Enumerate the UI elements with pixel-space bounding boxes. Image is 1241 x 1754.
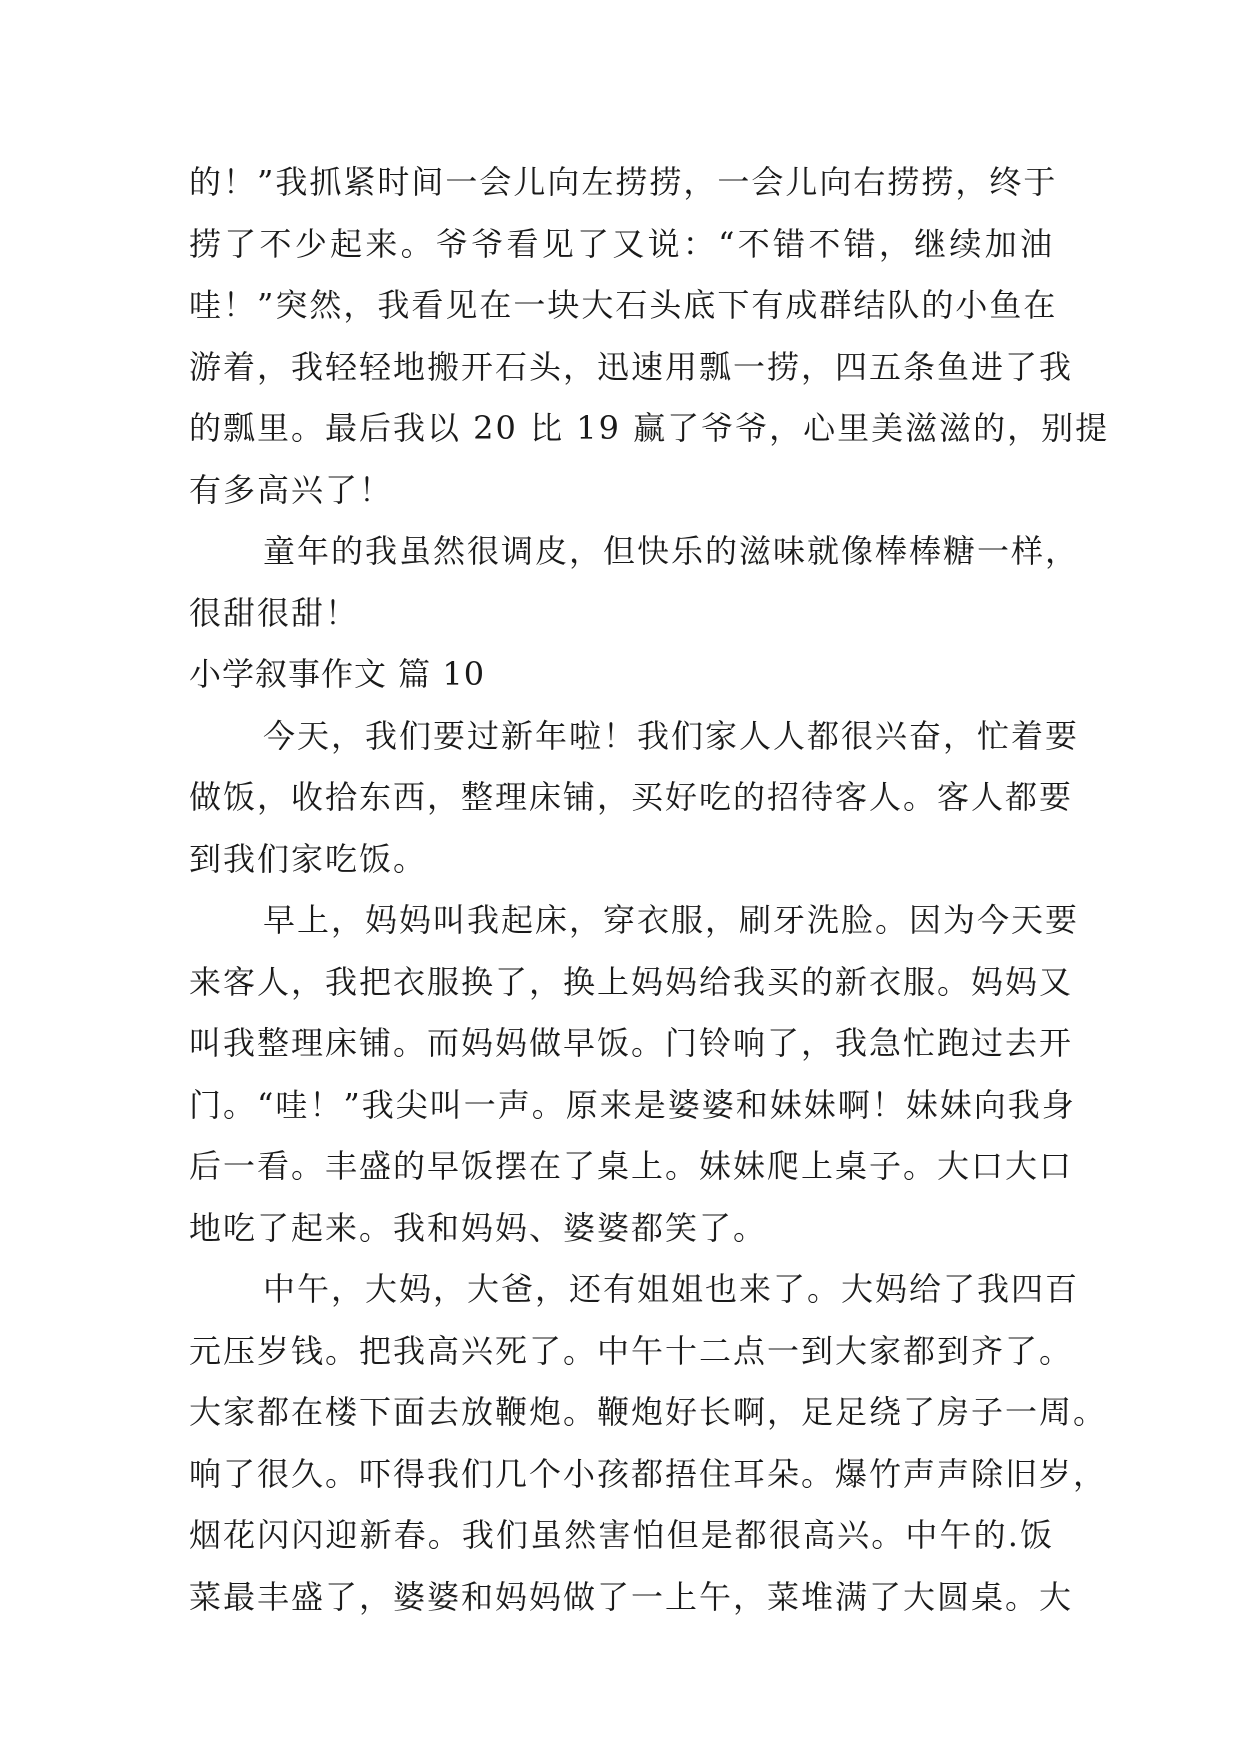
text-line: 地吃了起来。我和妈妈、婆婆都笑了。 <box>189 1208 768 1247</box>
text-line: 有多高兴了！ <box>189 470 394 509</box>
paragraph-first-line: 童年的我虽然很调皮，但快乐的滋味就像棒棒糖一样， <box>263 532 1080 570</box>
text-line: 游着，我轻轻地搬开石头，迅速用瓢一捞，四五条鱼进了我 <box>189 347 1074 386</box>
text-line: 后一看。丰盛的早饭摆在了桌上。妹妹爬上桌子。大口大口 <box>189 1147 1074 1185</box>
text-line: 菜最丰盛了，婆婆和妈妈做了一上午，菜堆满了大圆桌。大 <box>189 1577 1074 1616</box>
text-line: 元压岁钱。把我高兴死了。中午十二点一到大家都到齐了。 <box>189 1331 1074 1370</box>
text-line: 来客人，我把衣服换了，换上妈妈给我买的新衣服。妈妈又 <box>189 962 1074 1001</box>
paragraph-first-line: 今天，我们要过新年啦！我们家人人都很兴奋，忙着要 <box>263 716 1080 755</box>
paragraph-first-line: 中午，大妈，大爸，还有姐姐也来了。大妈给了我四百 <box>263 1270 1080 1308</box>
text-line: 做饭，收拾东西，整理床铺，买好吃的招待客人。客人都要 <box>189 778 1074 816</box>
text-line: 捞了不少起来。爷爷看见了又说：“不错不错，继续加油 <box>189 224 1054 263</box>
text-line: 哇！”突然，我看见在一块大石头底下有成群结队的小鱼在 <box>189 286 1058 324</box>
text-line: 的瓢里。最后我以 20 比 19 赢了爷爷，心里美滋滋的，别提 <box>189 409 1110 447</box>
text-line: 的！”我抓紧时间一会儿向左捞捞，一会儿向右捞捞，终于 <box>189 163 1058 201</box>
text-line: 烟花闪闪迎新春。我们虽然害怕但是都很高兴。中午的.饭 <box>189 1516 1054 1554</box>
text-line: 到我们家吃饭。 <box>189 839 428 878</box>
text-line: 很甜很甜！ <box>189 593 360 632</box>
text-line: 门。“哇！”我尖叫一声。原来是婆婆和妹妹啊！妹妹向我身 <box>189 1085 1076 1124</box>
text-line: 叫我整理床铺。而妈妈做早饭。门铃响了，我急忙跑过去开 <box>189 1024 1074 1062</box>
document-body <box>189 152 1110 1628</box>
text-line: 大家都在楼下面去放鞭炮。鞭炮好长啊，足足绕了房子一周。 <box>189 1393 1108 1431</box>
section-heading: 小学叙事作文 篇 10 <box>189 655 486 693</box>
text-line: 响了很久。吓得我们几个小孩都捂住耳朵。爆竹声声除旧岁， <box>189 1454 1108 1493</box>
paragraph-first-line: 早上，妈妈叫我起床，穿衣服，刷牙洗脸。因为今天要 <box>263 901 1080 939</box>
